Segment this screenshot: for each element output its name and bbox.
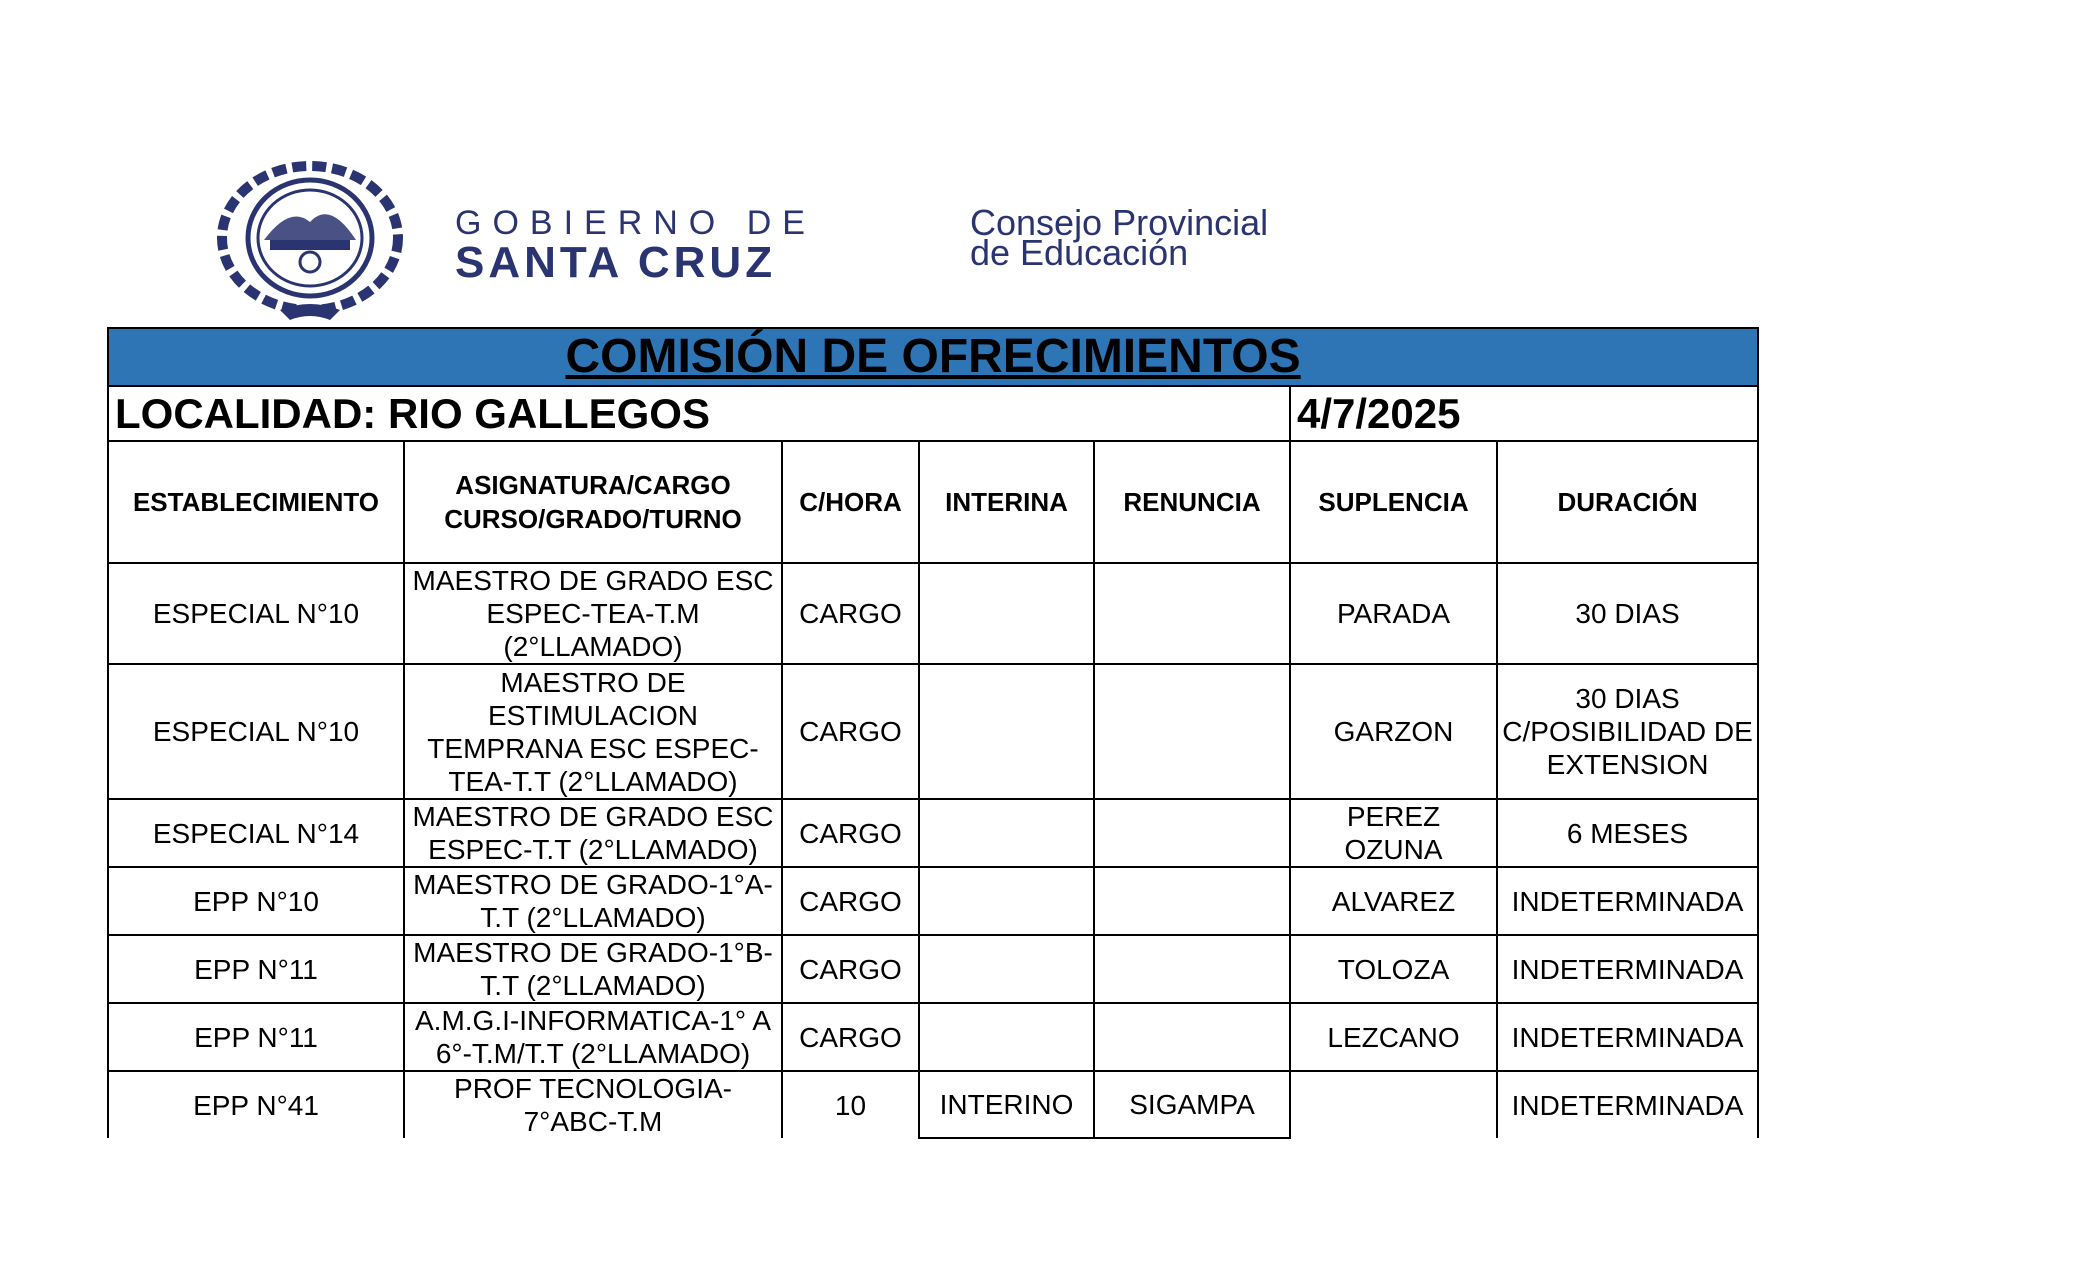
header-row xyxy=(108,441,1758,563)
cell-establecimiento: EPP N°11 xyxy=(108,935,404,1003)
gov-line1: GOBIERNO DE xyxy=(455,204,816,242)
cell-chora: CARGO xyxy=(782,935,919,1003)
cell-establecimiento: ESPECIAL N°10 xyxy=(108,563,404,664)
cell-renuncia xyxy=(1094,935,1290,1003)
col-asignatura-line2: CURSO/GRADO/TURNO xyxy=(444,504,742,534)
council-line2: de Educación xyxy=(970,232,1189,273)
cell-renuncia xyxy=(1094,799,1290,867)
cell-interina xyxy=(919,867,1094,935)
cell-chora: CARGO xyxy=(782,563,919,664)
cell-interina xyxy=(919,799,1094,867)
cell-renuncia xyxy=(1094,867,1290,935)
col-chora: C/HORA xyxy=(782,441,919,563)
cell-chora: 10 xyxy=(782,1071,919,1138)
cell-duracion: INDETERMINADA xyxy=(1497,935,1758,1003)
cell-establecimiento: EPP N°10 xyxy=(108,867,404,935)
santa-cruz-seal-icon xyxy=(210,160,410,325)
cell-suplencia: ALVAREZ xyxy=(1290,867,1497,935)
cell-duracion: INDETERMINADA xyxy=(1497,867,1758,935)
table-row xyxy=(108,1003,1758,1071)
col-establecimiento: ESTABLECIMIENTO xyxy=(108,441,404,563)
cell-asignatura: MAESTRO DE ESTIMULACION TEMPRANA ESC ESPEC-TEA-T.T (2°LLAMADO) xyxy=(404,664,782,799)
cell-duracion: 6 MESES xyxy=(1497,799,1758,867)
table-row xyxy=(108,935,1758,1003)
cell-renuncia xyxy=(1094,664,1290,799)
cell-interina xyxy=(919,1003,1094,1071)
cell-chora: CARGO xyxy=(782,1003,919,1071)
col-asignatura xyxy=(404,441,782,563)
cell-duracion: 30 DIAS C/POSIBILIDAD DE EXTENSION xyxy=(1497,664,1758,799)
council-logo xyxy=(970,202,1269,273)
cell-interina xyxy=(919,664,1094,799)
cell-suplencia xyxy=(1290,1071,1497,1138)
cell-establecimiento: ESPECIAL N°14 xyxy=(108,799,404,867)
cell-chora: CARGO xyxy=(782,664,919,799)
table-row xyxy=(108,563,1758,664)
locality: LOCALIDAD: RIO GALLEGOS xyxy=(108,386,1290,441)
cell-establecimiento: ESPECIAL N°10 xyxy=(108,664,404,799)
cell-suplencia: GARZON xyxy=(1290,664,1497,799)
title-row xyxy=(108,328,1758,386)
cell-establecimiento: EPP N°41 xyxy=(108,1071,404,1138)
gov-line2: SANTA CRUZ xyxy=(455,238,777,287)
cell-suplencia: PARADA xyxy=(1290,563,1497,664)
cell-renuncia xyxy=(1094,1003,1290,1071)
locality-row xyxy=(108,386,1758,441)
cell-interina: INTERINO xyxy=(919,1071,1094,1138)
cell-asignatura: MAESTRO DE GRADO ESC ESPEC-TEA-T.M (2°LLAMADO) xyxy=(404,563,782,664)
cell-asignatura: MAESTRO DE GRADO ESC ESPEC-T.T (2°LLAMADO) xyxy=(404,799,782,867)
table-row xyxy=(108,664,1758,799)
offers-table xyxy=(107,327,1759,1139)
cell-duracion: INDETERMINADA xyxy=(1497,1003,1758,1071)
cell-asignatura: PROF TECNOLOGIA-7°ABC-T.M xyxy=(404,1071,782,1138)
page-header xyxy=(210,160,1410,325)
cell-chora: CARGO xyxy=(782,867,919,935)
cell-renuncia: SIGAMPA xyxy=(1094,1071,1290,1138)
cell-suplencia: LEZCANO xyxy=(1290,1003,1497,1071)
cell-chora: CARGO xyxy=(782,799,919,867)
cell-suplencia: PEREZ OZUNA xyxy=(1290,799,1497,867)
cell-interina xyxy=(919,563,1094,664)
table-row xyxy=(108,799,1758,867)
cell-establecimiento: EPP N°11 xyxy=(108,1003,404,1071)
col-renuncia: RENUNCIA xyxy=(1094,441,1290,563)
cell-asignatura: MAESTRO DE GRADO-1°A-T.T (2°LLAMADO) xyxy=(404,867,782,935)
table-row xyxy=(108,867,1758,935)
cell-duracion: 30 DIAS xyxy=(1497,563,1758,664)
cell-duracion: INDETERMINADA xyxy=(1497,1071,1758,1138)
cell-suplencia: TOLOZA xyxy=(1290,935,1497,1003)
col-suplencia: SUPLENCIA xyxy=(1290,441,1497,563)
col-asignatura-line1: ASIGNATURA/CARGO xyxy=(455,470,731,500)
doc-title: COMISIÓN DE OFRECIMIENTOS xyxy=(108,328,1758,386)
col-interina: INTERINA xyxy=(919,441,1094,563)
cell-interina xyxy=(919,935,1094,1003)
government-logo xyxy=(455,205,816,285)
col-duracion: DURACIÓN xyxy=(1497,441,1758,563)
cell-renuncia xyxy=(1094,563,1290,664)
council-line1: Consejo Provincial xyxy=(970,202,1269,243)
table-row xyxy=(108,1071,1758,1138)
cell-asignatura: A.M.G.I-INFORMATICA-1° A 6°-T.M/T.T (2°LLAMADO) xyxy=(404,1003,782,1071)
doc-date: 4/7/2025 xyxy=(1290,386,1758,441)
cell-asignatura: MAESTRO DE GRADO-1°B-T.T (2°LLAMADO) xyxy=(404,935,782,1003)
